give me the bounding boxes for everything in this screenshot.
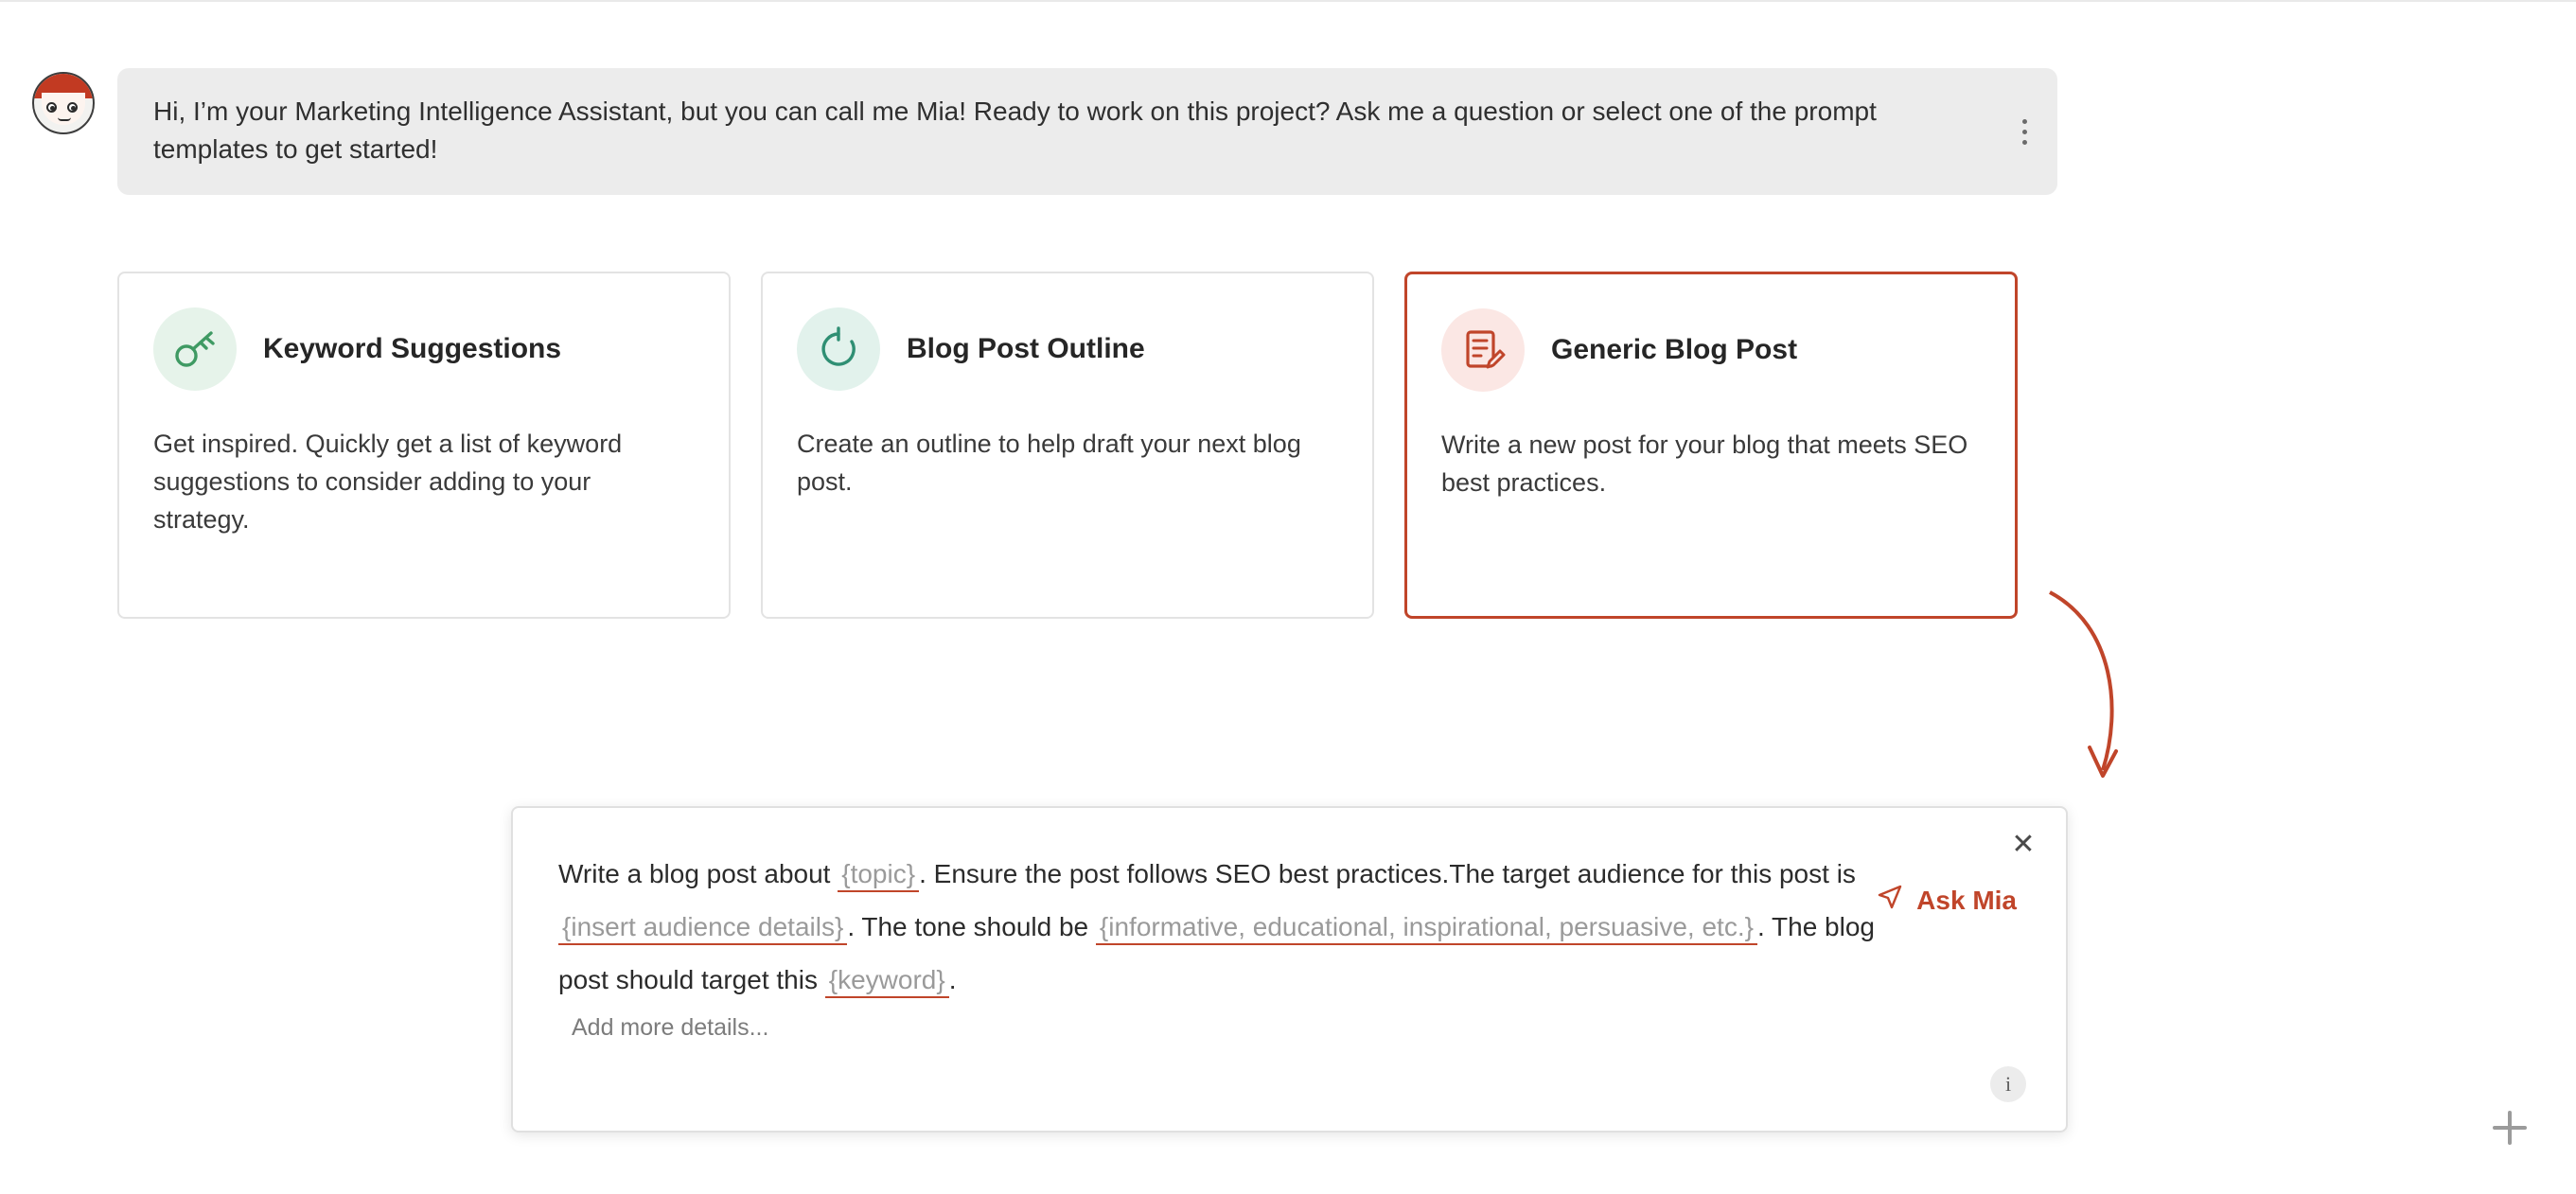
prompt-slot-tone[interactable]: {informative, educational, inspirational, persuasive, etc.} bbox=[1096, 912, 1757, 945]
prompt-template-card-generic-blog-post[interactable] bbox=[1404, 272, 2018, 619]
top-divider bbox=[0, 0, 2576, 2]
card-title: Blog Post Outline bbox=[907, 333, 1145, 364]
avatar-mouth bbox=[58, 117, 71, 121]
prompt-text-segment: Write a blog post about bbox=[558, 859, 838, 888]
prompt-template-list bbox=[117, 272, 2018, 619]
prompt-template-card-blog-post-outline[interactable] bbox=[761, 272, 1374, 619]
plus-icon[interactable] bbox=[2483, 1101, 2536, 1154]
circular-arrow-icon bbox=[797, 307, 880, 391]
send-icon bbox=[1877, 884, 1903, 917]
kebab-menu-icon[interactable] bbox=[2016, 113, 2033, 150]
prompt-text-segment: . The blog post should target this bbox=[558, 912, 1875, 994]
add-more-details-input[interactable]: Add more details... bbox=[572, 1014, 769, 1041]
key-icon bbox=[153, 307, 237, 391]
assistant-greeting-row bbox=[32, 68, 2057, 195]
prompt-slot-topic[interactable]: {topic} bbox=[838, 859, 919, 892]
prompt-text-segment: . Ensure the post follows SEO best practices.The target audience for this post is bbox=[919, 859, 1856, 888]
prompt-text-segment: . bbox=[948, 965, 957, 994]
info-icon[interactable]: i bbox=[1990, 1066, 2026, 1102]
card-header bbox=[1441, 308, 1977, 392]
ask-mia-button[interactable] bbox=[1877, 884, 2017, 917]
avatar-pupil-right bbox=[71, 106, 76, 111]
card-title: Keyword Suggestions bbox=[263, 333, 562, 364]
mia-avatar bbox=[32, 72, 95, 134]
card-header bbox=[797, 307, 1334, 391]
prompt-text-segment: . The tone should be bbox=[847, 912, 1096, 941]
avatar-pupil-left bbox=[50, 106, 55, 111]
prompt-slot-keyword[interactable]: {keyword} bbox=[825, 965, 949, 998]
prompt-editor-panel bbox=[511, 806, 2068, 1133]
card-header bbox=[153, 307, 691, 391]
ask-mia-label: Ask Mia bbox=[1916, 885, 2017, 915]
prompt-slot-audience[interactable]: {insert audience details} bbox=[558, 912, 847, 945]
prompt-text-editor[interactable] bbox=[558, 848, 1883, 1007]
assistant-message-bubble bbox=[117, 68, 2057, 195]
card-title: Generic Blog Post bbox=[1551, 334, 1798, 365]
document-pencil-icon bbox=[1441, 308, 1525, 392]
card-description: Get inspired. Quickly get a list of keyword suggestions to consider adding to your strategy. bbox=[153, 430, 623, 534]
card-description: Write a new post for your blog that meets SEO best practices. bbox=[1441, 430, 1968, 497]
assistant-message-text: Hi, I’m your Marketing Intelligence Assistant, but you can call me Mia! Ready to work on this project? Ask me a question or select one of the prompt templates to get started! bbox=[153, 97, 1884, 164]
card-description: Create an outline to help draft your next blog post. bbox=[797, 430, 1301, 496]
pointer-arrow-icon bbox=[2044, 587, 2177, 804]
prompt-template-card-keyword-suggestions[interactable] bbox=[117, 272, 731, 619]
close-icon[interactable]: ✕ bbox=[2011, 829, 2036, 860]
